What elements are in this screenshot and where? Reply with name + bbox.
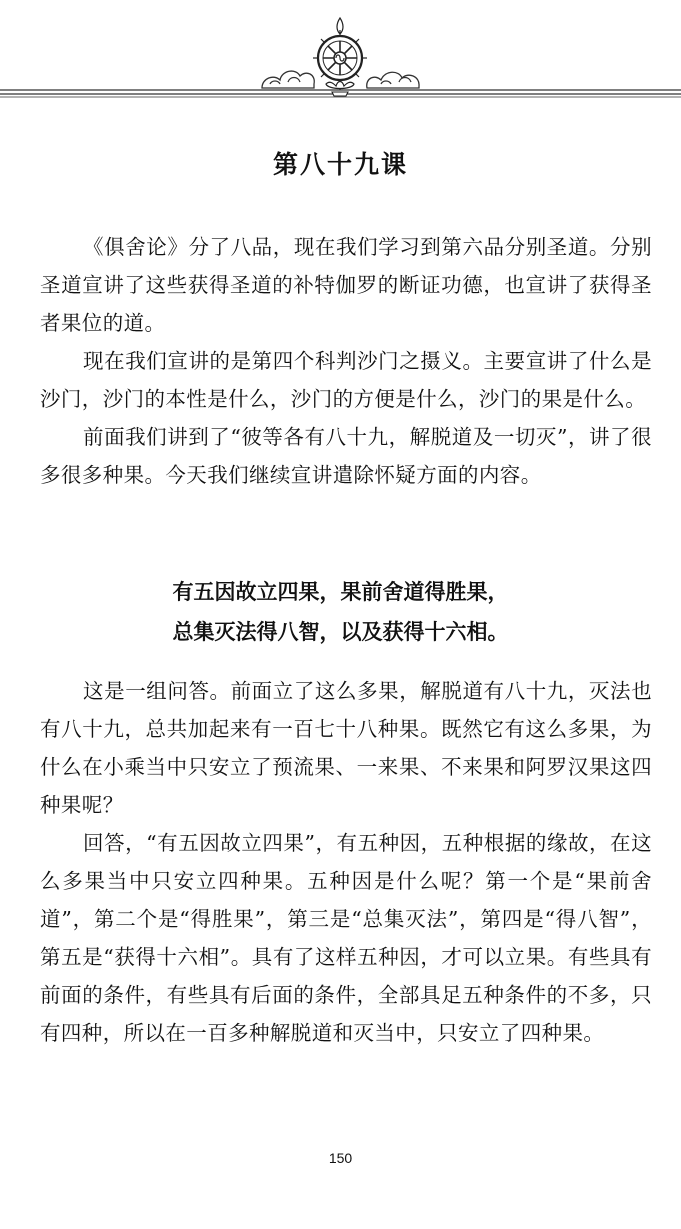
root-verse [0, 572, 681, 652]
intro-section [40, 228, 652, 494]
left-cloud-icon [262, 71, 314, 88]
page-number: 150 [328, 1150, 353, 1166]
lesson-title: 第八十九课 [272, 150, 408, 179]
paragraph: 回答，“有五因故立四果”，有五种因，五种根据的缘故，在这么多果当中只安立四种果。五种因是什么呢？第一个是“果前舍道”，第二个是“得胜果”，第三是“总集灭法”，第四是“得八智”，第五是“获得十六相”。具有了这样五种因，才可以立果。有些具有前面的条件，有些具有后面的条件，全部具足五种条件的不多，只有四种，所以在一百多种解脱道和灭当中，只安立了四种果。 [40, 831, 652, 1045]
header-ornament [0, 0, 681, 110]
paragraph: 前面我们讲到了“彼等各有八十九，解脱道及一切灭”，讲了很多很多种果。今天我们继续宣讲遣除怀疑方面的内容。 [40, 425, 652, 487]
dharma-wheel-icon [313, 18, 367, 96]
paragraph: 《俱舍论》分了八品，现在我们学习到第六品分别圣道。分别圣道宣讲了这些获得圣道的补特伽罗的断证功德，也宣讲了获得圣者果位的道。 [40, 235, 652, 335]
verse-line: 有五因故立四果，果前舍道得胜果， [172, 580, 509, 604]
paragraph: 现在我们宣讲的是第四个科判沙门之摄义。主要宣讲了什么是沙门，沙门的本性是什么，沙门的方便是什么，沙门的果是什么。 [40, 349, 652, 411]
right-cloud-icon [367, 72, 419, 88]
explanation-section [40, 672, 652, 1052]
verse-line: 总集灭法得八智，以及获得十六相。 [172, 620, 509, 644]
paragraph: 这是一组问答。前面立了这么多果，解脱道有八十九，灭法也有八十九，总共加起来有一百七十八种果。既然它有这么多果，为什么在小乘当中只安立了预流果、一来果、不来果和阿罗汉果这四种果呢？ [40, 679, 652, 817]
